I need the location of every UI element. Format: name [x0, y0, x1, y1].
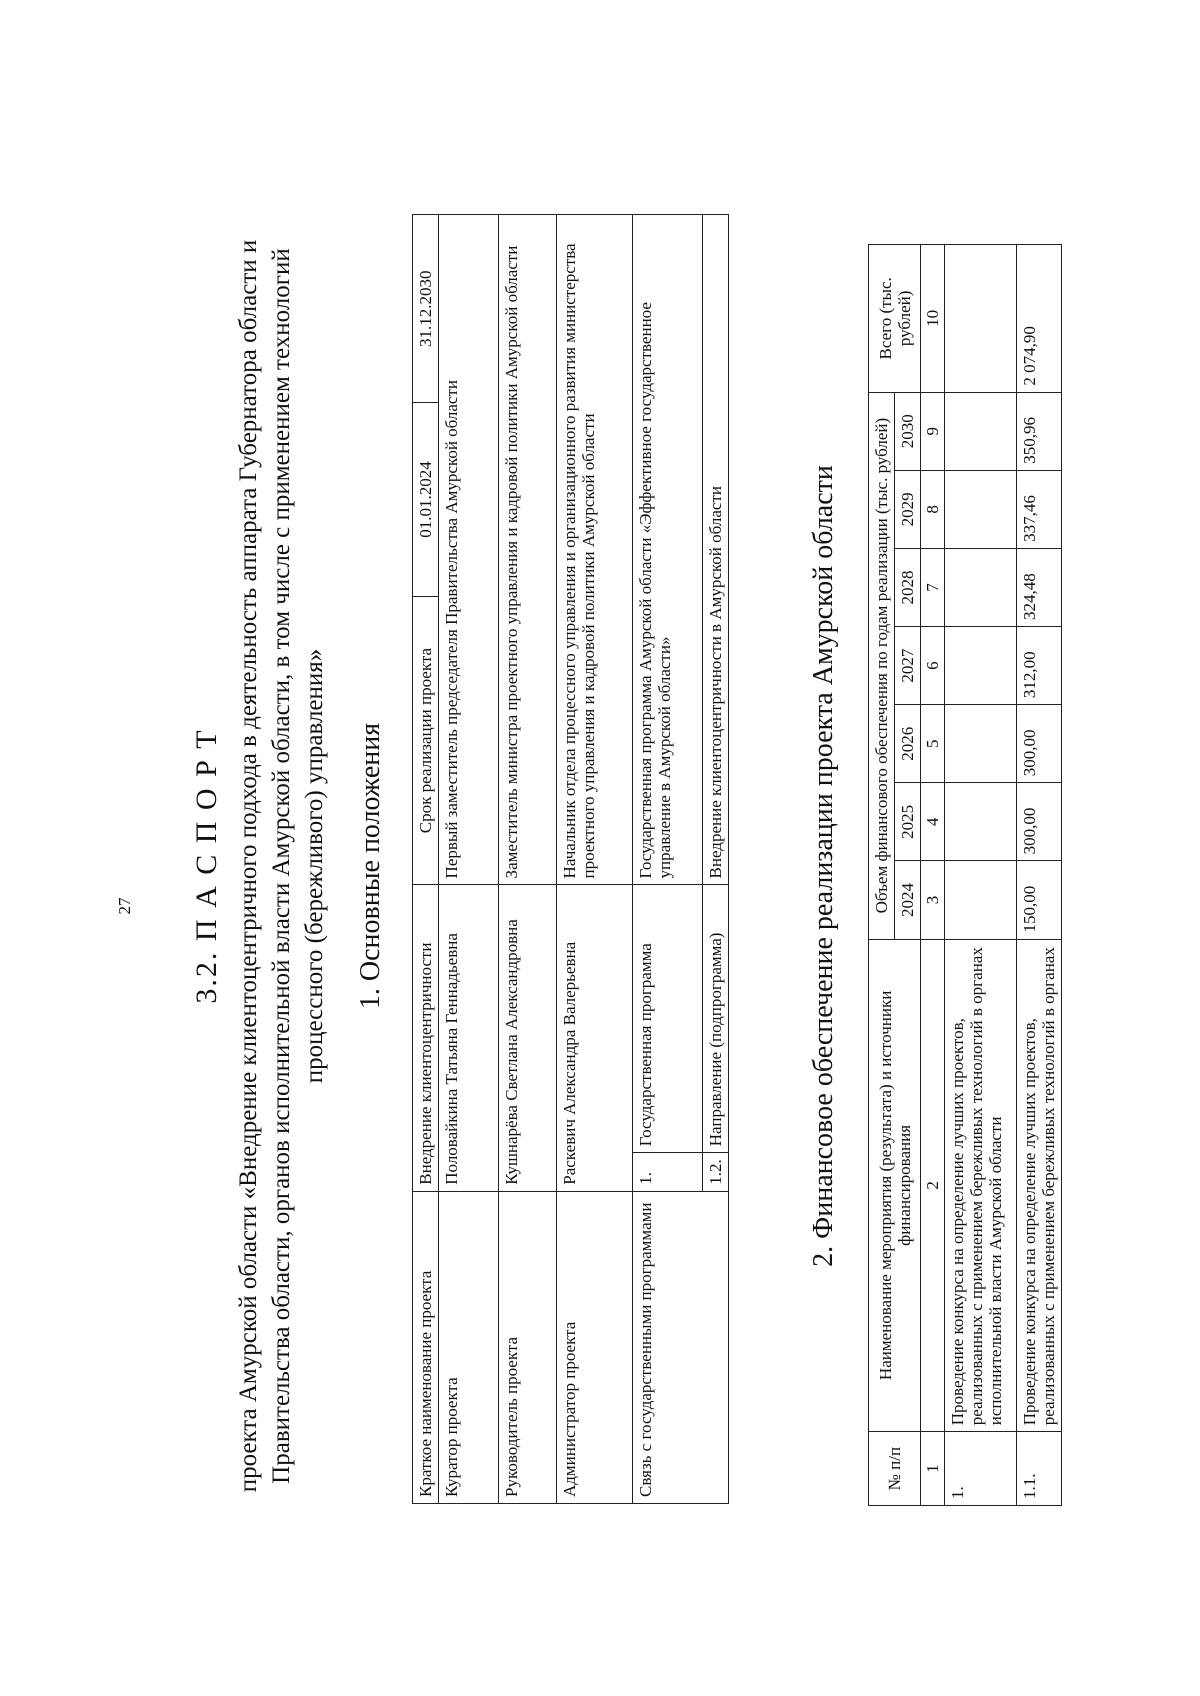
document-subtitle — [232, 166, 331, 1566]
table-row — [633, 215, 703, 1504]
subtitle-line: процессного (бережливого) управления» — [301, 648, 328, 1084]
col-header-num: № п/п — [869, 1432, 921, 1506]
curator-label: Куратор проекта — [439, 1191, 499, 1503]
row-name: Проведение конкурса на определение лучших проектов, реализованных с применением бережливых технологий в органах — [1017, 939, 1062, 1432]
row-value: 324,48 — [1017, 548, 1062, 626]
link2-num: 1.2. — [703, 1153, 729, 1192]
table-row — [499, 215, 557, 1504]
row-value — [945, 783, 1017, 861]
year-header: 2028 — [895, 548, 921, 626]
link2-label: Направление (подпрограмма) — [703, 885, 729, 1153]
section-heading-financing: 2. Финансовое обеспечение реализации проекта Амурской области — [808, 465, 839, 1267]
table-row — [413, 215, 439, 1504]
row-num: 1.1. — [1017, 1432, 1062, 1506]
short-name-label: Краткое наименование проекта — [413, 1191, 439, 1503]
column-index: 9 — [921, 392, 945, 470]
row-num: 1. — [945, 1432, 1017, 1506]
column-index: 3 — [921, 861, 945, 939]
row-value: 150,00 — [1017, 861, 1062, 939]
row-name: Проведение конкурса на определение лучших проектов, реализованных с применением бережливых технологий в органах исполнительной власти Амурской области — [945, 939, 1017, 1432]
main-provisions-table — [412, 214, 729, 1504]
row-value: 300,00 — [1017, 783, 1062, 861]
row-value: 300,00 — [1017, 705, 1062, 783]
table-row — [439, 215, 499, 1504]
page-number: 27 — [115, 897, 134, 915]
curator-position: Первый заместитель председателя Правительства Амурской области — [439, 215, 499, 885]
row-value: 312,00 — [1017, 627, 1062, 705]
col-header-name: Наименование мероприятия (результата) и источники финансирования — [869, 939, 921, 1432]
link1-label: Государственная программа — [633, 885, 703, 1153]
link1-value: Государственная программа Амурской области «Эффективное государственное управление в Амурской области» — [633, 215, 703, 885]
col-header-total: Всего (тыс. рублей) — [869, 245, 921, 393]
year-header: 2029 — [895, 470, 921, 548]
row-value — [945, 627, 1017, 705]
row-total: 2 074,90 — [1017, 245, 1062, 393]
year-header: 2030 — [895, 392, 921, 470]
subtitle-line: проекта Амурской области «Внедрение клиентоцентричного подхода в деятельность аппарата Губернатора области и — [235, 239, 262, 1493]
row-value — [945, 861, 1017, 939]
table-row — [945, 245, 1017, 1506]
row-total — [945, 245, 1017, 393]
admin-name: Раскевич Александра Валерьевна — [557, 885, 633, 1191]
row-value — [945, 470, 1017, 548]
financing-table — [868, 244, 1062, 1506]
row-value — [945, 392, 1017, 470]
section-heading-main-provisions: 1. Основные положения — [355, 722, 386, 1010]
table-row — [1017, 245, 1062, 1506]
column-index: 1 — [921, 1432, 945, 1506]
term-label: Срок реализации проекта — [413, 596, 439, 885]
short-name-value: Внедрение клиентоцентричности — [413, 885, 439, 1191]
links-label: Связь с государственными программами — [633, 1191, 729, 1503]
table-header-row — [869, 245, 895, 1506]
row-value: 337,46 — [1017, 470, 1062, 548]
column-index-row — [921, 245, 945, 1506]
link1-num: 1. — [633, 1153, 703, 1192]
year-header: 2026 — [895, 705, 921, 783]
column-index: 4 — [921, 783, 945, 861]
column-index: 8 — [921, 470, 945, 548]
admin-position: Начальник отдела процессного управления и организационного развития министерства проектного управления и кадровой политики Амурской области — [557, 215, 633, 885]
column-index: 10 — [921, 245, 945, 393]
head-position: Заместитель министра проектного управления и кадровой политики Амурской области — [499, 215, 557, 885]
column-index: 6 — [921, 627, 945, 705]
year-header: 2025 — [895, 783, 921, 861]
column-index: 7 — [921, 548, 945, 626]
row-value: 350,96 — [1017, 392, 1062, 470]
term-start: 01.01.2024 — [413, 403, 439, 596]
table-row — [557, 215, 633, 1504]
year-header: 2024 — [895, 861, 921, 939]
head-name: Кушнарёва Светлана Александровна — [499, 885, 557, 1191]
year-header: 2027 — [895, 627, 921, 705]
term-end: 31.12.2030 — [413, 215, 439, 403]
row-value — [945, 705, 1017, 783]
link2-value: Внедрение клиентоцентричности в Амурской области — [703, 215, 729, 885]
subtitle-line: Правительства области, органов исполнительной власти Амурской области, в том числе с применением технологий — [268, 248, 295, 1484]
head-label: Руководитель проекта — [499, 1191, 557, 1503]
row-value — [945, 548, 1017, 626]
admin-label: Администратор проекта — [557, 1191, 633, 1503]
column-index: 2 — [921, 939, 945, 1432]
col-header-volume: Объем финансового обеспечения по годам реализации (тыс. рублей) — [869, 392, 895, 939]
curator-name: Половайкина Татьяна Геннадьевна — [439, 885, 499, 1191]
column-index: 5 — [921, 705, 945, 783]
document-title: 3.2. П А С П О Р Т — [190, 728, 223, 1004]
